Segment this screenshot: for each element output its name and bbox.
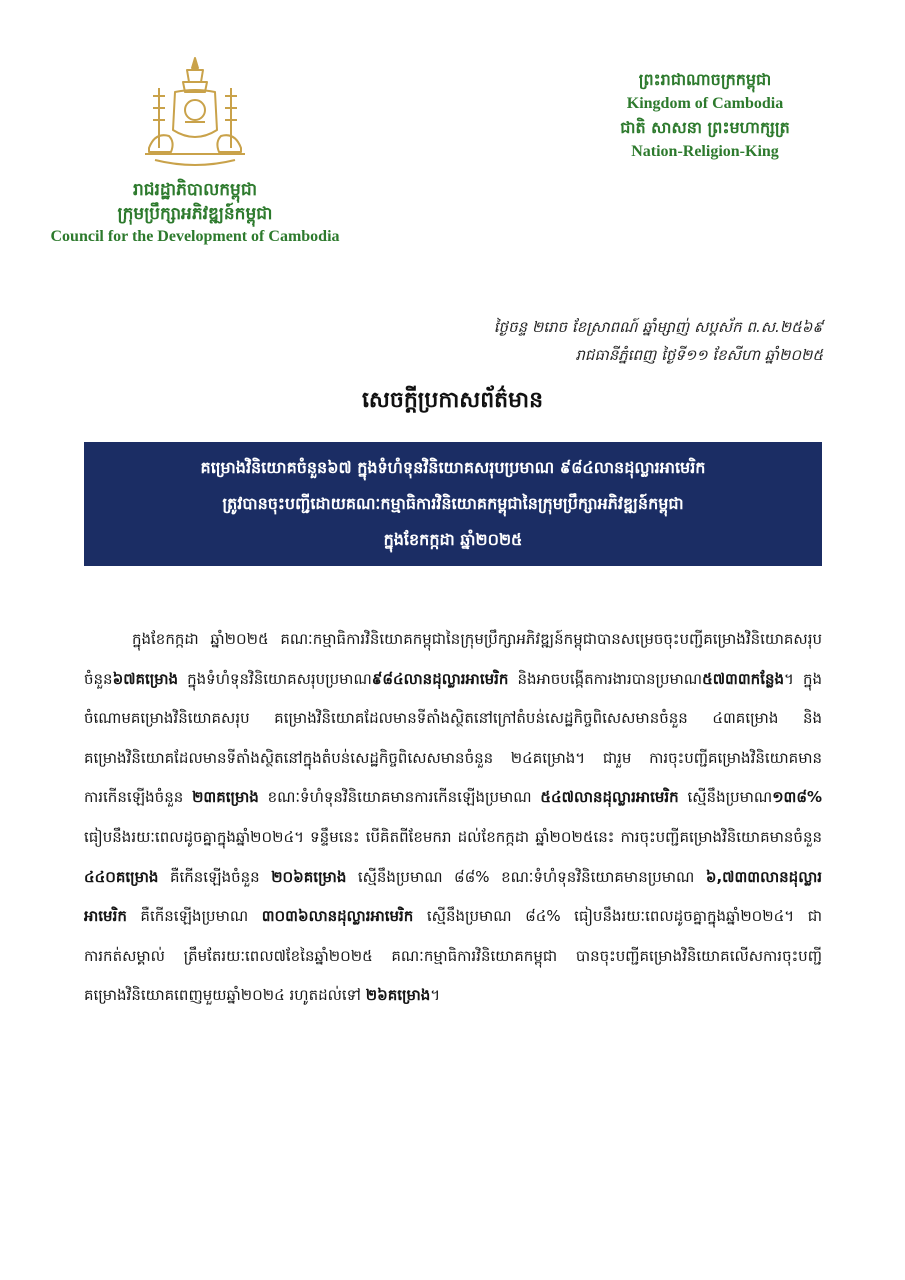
headline-banner bbox=[84, 442, 822, 566]
council-header bbox=[20, 178, 370, 248]
council-name-khmer: ក្រុមប្រឹក្សាអភិវឌ្ឍន៍កម្ពុជា bbox=[117, 204, 273, 224]
solar-date: រាជធានីភ្នំពេញ ថ្ងៃទី១១ ខែសីហា ឆ្នាំ២០២៥ bbox=[575, 346, 823, 364]
motto-khmer: ជាតិ សាសនា ព្រះមហាក្សត្រ bbox=[620, 118, 790, 137]
body-segment: គឺកើនឡើងប្រមាណ bbox=[126, 907, 262, 926]
body-segment: ស្មើនឹងប្រមាណ ៨៤% ធៀបនឹងរយៈពេលដូចគ្នាក្នុងឆ្នាំ២០២៤។ ជាការកត់សម្គាល់ ត្រឹមតែរយៈពេល៧ខែនៃឆ្នាំ២០២៥ គណៈកម្មាធិការវិនិយោគកម្ពុជា បានចុះបញ្ជីគម្រោងវិនិយោគលើសការចុះបញ្ជីគម្រោងវិនិយោគពេញមួយឆ្នាំ២០២៤ រហូតដល់ទៅ bbox=[84, 907, 822, 1005]
paragraph-text bbox=[84, 620, 822, 1016]
council-name-english: Council for the Development of Cambodia bbox=[50, 228, 340, 245]
body-segment: ធៀបនឹងរយៈពេលដូចគ្នាក្នុងឆ្នាំ២០២៤។ ទន្ទឹមនេះ បើគិតពីខែមករា ដល់ខែកក្កដា ឆ្នាំ២០២៥នេះ ការចុះបញ្ជីគម្រោងវិនិយោគមានចំនួន bbox=[84, 827, 822, 846]
body-highlight: ៦,៧៣៣លានដុល្លារអាមេរិក bbox=[84, 867, 822, 926]
lunar-date: ថ្ងៃចន្ទ ២រោច ខែស្រាពណ៍ ឆ្នាំម្សាញ់ សប្តស័ក ព.ស.២៥៦៩ bbox=[493, 318, 823, 336]
royal-coat-of-arms-emblem bbox=[135, 52, 255, 172]
body-highlight: ១៣៨% bbox=[772, 788, 823, 807]
body-segment: ស្មើនឹងប្រមាណ bbox=[678, 788, 773, 807]
headline-line-2: ត្រូវបានចុះបញ្ជីដោយគណៈកម្មាធិការវិនិយោគកម្ពុជានៃក្រុមប្រឹក្សាអភិវឌ្ឍន៍កម្ពុជា bbox=[222, 494, 684, 513]
body-highlight: ៥៤៧លានដុល្លារអាមេរិក bbox=[540, 788, 679, 807]
government-name-khmer: រាជរដ្ឋាភិបាលកម្ពុជា bbox=[132, 180, 258, 200]
body-segment: ក្នុងខែកក្កដា ឆ្នាំ២០២៥ គណៈកម្មាធិការវិនិយោគកម្ពុជានៃក្រុមប្រឹក្សាអភិវឌ្ឍន៍កម្ពុជាបានសម្រេចចុះបញ្ជីគម្រោងវិនិយោគសរុបចំនួន bbox=[84, 630, 822, 688]
date-block bbox=[494, 313, 823, 369]
body-segment: ខណៈទំហំទុនវិនិយោគមានការកើនឡើងប្រមាណ bbox=[258, 788, 541, 807]
kingdom-name-khmer: ព្រះរាជាណាចក្រកម្ពុជា bbox=[638, 70, 772, 89]
body-highlight: ២៦គម្រោង bbox=[365, 986, 431, 1005]
body-highlight: ៣០៣៦លានដុល្លារអាមេរិក bbox=[261, 907, 414, 926]
body-segment: និងអាចបង្កើតការងារបានប្រមាណ bbox=[508, 669, 703, 688]
headline-line-1: គម្រោងវិនិយោគចំនួន៦៧ ក្នុងទំហំទុនវិនិយោគសរុបប្រមាណ ៩៨៤លានដុល្លារអាមេរិក bbox=[200, 458, 706, 477]
body-segment: ស្មើនឹងប្រមាណ ៨៨% ខណៈទំហំទុនវិនិយោគមានប្រមាណ bbox=[346, 867, 706, 886]
body-highlight: ៤៤០គម្រោង bbox=[84, 867, 159, 886]
kingdom-header bbox=[590, 68, 820, 164]
body-highlight: ៩៨៤លានដុល្លារអាមេរិក bbox=[371, 669, 509, 688]
body-highlight: ២៣គម្រោង bbox=[192, 788, 259, 807]
body-highlight: ២០៦គម្រោង bbox=[271, 867, 347, 886]
body-segment: ក្នុងទំហំទុនវិនិយោគសរុបប្រមាណ bbox=[178, 669, 372, 688]
body-segment: គឺកើនឡើងចំនួន bbox=[158, 867, 272, 886]
headline-line-3: ក្នុងខែកក្កដា ឆ្នាំ២០២៥ bbox=[383, 530, 523, 549]
body-segment: ។ bbox=[430, 986, 441, 1005]
body-highlight: ៥៧៣៣កន្លែង bbox=[702, 669, 784, 688]
motto-english: Nation-Religion-King bbox=[631, 143, 779, 160]
document-title: សេចក្តីប្រកាសព័ត៌មាន bbox=[361, 388, 544, 413]
body-segment: ។ ក្នុងចំណោមគម្រោងវិនិយោគសរុប គម្រោងវិនិយោគដែលមានទីតាំងស្ថិតនៅក្រៅតំបន់សេដ្ឋកិច្ចពិសេសមានចំនួន ៤៣គម្រោង និងគម្រោងវិនិយោគដែលមានទីតាំងស្ថិតនៅក្នុងតំបន់សេដ្ឋកិច្ចពិសេសមានចំនួន ២៤គម្រោង។ ជារួម ការចុះបញ្ជីគម្រោងវិនិយោគមានការកើនឡើងចំនួន bbox=[84, 669, 822, 807]
kingdom-name-english: Kingdom of Cambodia bbox=[626, 95, 784, 112]
body-highlight: ៦៧គម្រោង bbox=[112, 669, 179, 688]
body-paragraph bbox=[84, 620, 822, 1016]
